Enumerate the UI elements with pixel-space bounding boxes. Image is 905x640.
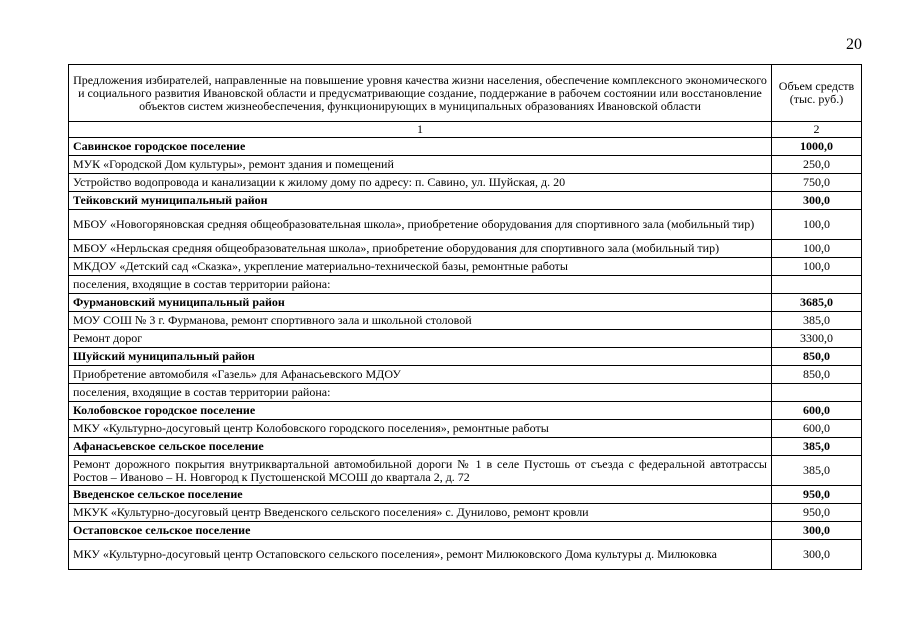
table-row: [69, 420, 862, 438]
section-row: [69, 438, 862, 456]
item-amount: 100,0: [772, 210, 862, 240]
item-amount: [772, 276, 862, 294]
section-amount: 1000,0: [772, 138, 862, 156]
item-description: Устройство водопровода и канализации к жилому дому по адресу: п. Савино, ул. Шуйская, д. 20: [69, 174, 772, 192]
page-number: 20: [846, 36, 862, 53]
section-title: Введенское сельское поселение: [69, 486, 772, 504]
section-amount: 3685,0: [772, 294, 862, 312]
section-amount: 850,0: [772, 348, 862, 366]
section-row: [69, 138, 862, 156]
section-amount: 300,0: [772, 522, 862, 540]
header-amount: Объем средств (тыс. руб.): [772, 65, 862, 122]
item-description: Ремонт дорожного покрытия внутриквартальной автомобильной дороги № 1 в селе Пустошь от съезда с федеральной автотрассы Ростов – Иваново – Н. Новгород к Пустошенской МСОШ до квартала 2, д. 72: [69, 456, 772, 486]
item-amount: [772, 384, 862, 402]
item-amount: 600,0: [772, 420, 862, 438]
item-description: МБОУ «Нерльская средняя общеобразовательная школа», приобретение оборудования для спортивного зала (мобильный тир): [69, 240, 772, 258]
table-row: [69, 384, 862, 402]
section-title: Савинское городское поселение: [69, 138, 772, 156]
table-row: [69, 504, 862, 522]
item-description: МБОУ «Новогоряновская средняя общеобразовательная школа», приобретение оборудования для спортивного зала (мобильный тир): [69, 210, 772, 240]
item-description: Ремонт дорог: [69, 330, 772, 348]
table-row: [69, 240, 862, 258]
table-row: [69, 156, 862, 174]
table-row: [69, 258, 862, 276]
table-row: [69, 174, 862, 192]
item-description: МКДОУ «Детский сад «Сказка», укрепление материально-технической базы, ремонтные работы: [69, 258, 772, 276]
table-row: [69, 276, 862, 294]
column-number-row: [69, 122, 862, 138]
section-title: Тейковский муниципальный район: [69, 192, 772, 210]
item-amount: 385,0: [772, 312, 862, 330]
item-amount: 100,0: [772, 240, 862, 258]
table-row: [69, 366, 862, 384]
section-row: [69, 294, 862, 312]
table-body: [69, 138, 862, 570]
item-description: МКУ «Культурно-досуговый центр Остаповского сельского поселения», ремонт Милюковского Дома культуры д. Милюковка: [69, 540, 772, 570]
item-amount: 950,0: [772, 504, 862, 522]
section-row: [69, 348, 862, 366]
item-description: МКУК «Культурно-досуговый центр Введенского сельского поселения» с. Дунилово, ремонт кровли: [69, 504, 772, 522]
section-row: [69, 402, 862, 420]
section-amount: 300,0: [772, 192, 862, 210]
table-row: [69, 312, 862, 330]
item-description: МУК «Городской Дом культуры», ремонт здания и помещений: [69, 156, 772, 174]
section-row: [69, 192, 862, 210]
item-amount: 100,0: [772, 258, 862, 276]
section-amount: 385,0: [772, 438, 862, 456]
item-amount: 385,0: [772, 456, 862, 486]
proposals-table: [68, 64, 862, 570]
item-description: поселения, входящие в состав территории района:: [69, 276, 772, 294]
item-amount: 3300,0: [772, 330, 862, 348]
item-amount: 250,0: [772, 156, 862, 174]
item-amount: 300,0: [772, 540, 862, 570]
item-description: МКУ «Культурно-досуговый центр Колобовского городского поселения», ремонтные работы: [69, 420, 772, 438]
section-row: [69, 486, 862, 504]
section-title: Колобовское городское поселение: [69, 402, 772, 420]
item-description: МОУ СОШ № 3 г. Фурманова, ремонт спортивного зала и школьной столовой: [69, 312, 772, 330]
item-description: поселения, входящие в состав территории района:: [69, 384, 772, 402]
column-number-2: 2: [772, 122, 862, 138]
table-header-row: [69, 65, 862, 122]
header-description: Предложения избирателей, направленные на повышение уровня качества жизни населения, обеспечение комплексного экономического и социального развития Ивановской области и предусматривающие создание, поддержание в рабочем состоянии или восстановление объектов систем жизнеобеспечения, функционирующих в муниципальных образованиях Ивановской области: [69, 65, 772, 122]
item-description: Приобретение автомобиля «Газель» для Афанасьевского МДОУ: [69, 366, 772, 384]
section-amount: 950,0: [772, 486, 862, 504]
column-number-1: 1: [69, 122, 772, 138]
table-row: [69, 540, 862, 570]
item-amount: 850,0: [772, 366, 862, 384]
item-amount: 750,0: [772, 174, 862, 192]
section-row: [69, 522, 862, 540]
section-title: Фурмановский муниципальный район: [69, 294, 772, 312]
section-title: Афанасьевское сельское поселение: [69, 438, 772, 456]
section-title: Остаповское сельское поселение: [69, 522, 772, 540]
section-amount: 600,0: [772, 402, 862, 420]
table-row: [69, 210, 862, 240]
table-row: [69, 456, 862, 486]
section-title: Шуйский муниципальный район: [69, 348, 772, 366]
table-row: [69, 330, 862, 348]
